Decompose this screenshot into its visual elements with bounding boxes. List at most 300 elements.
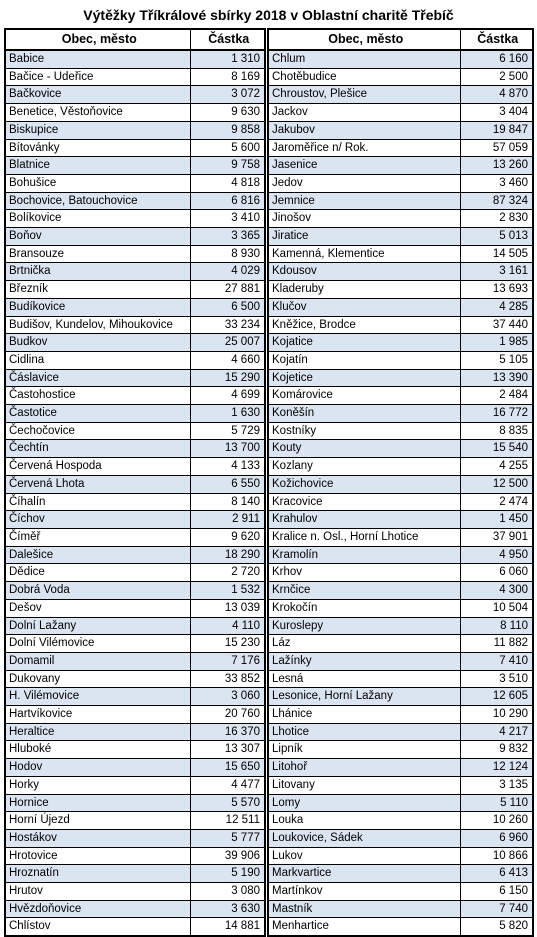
amount-cell: 8 140 <box>190 493 265 511</box>
amount-cell: 13 039 <box>190 599 265 617</box>
table-row <box>268 918 533 936</box>
table-row <box>268 900 533 918</box>
table-row <box>268 759 533 777</box>
place-cell: Dolní Vilémovice <box>5 635 190 653</box>
table-row <box>268 245 533 263</box>
amount-cell: 87 324 <box>460 192 533 210</box>
table-row <box>268 599 533 617</box>
place-cell: Cidlina <box>5 351 190 369</box>
amount-cell: 8 835 <box>460 422 533 440</box>
table-row <box>5 281 265 299</box>
table-row <box>5 422 265 440</box>
place-cell: Bohušice <box>5 174 190 192</box>
column-header-place: Obec, město <box>268 29 460 50</box>
amount-cell: 6 550 <box>190 475 265 493</box>
amount-cell: 3 630 <box>190 900 265 918</box>
place-cell: Krokočín <box>268 599 460 617</box>
amount-cell: 5 110 <box>460 794 533 812</box>
place-cell: Mastník <box>268 900 460 918</box>
amount-cell: 15 230 <box>190 635 265 653</box>
table-row <box>5 458 265 476</box>
amount-cell: 1 532 <box>190 582 265 600</box>
table-row <box>268 316 533 334</box>
table-row <box>268 369 533 387</box>
amount-cell: 15 290 <box>190 369 265 387</box>
amount-cell: 15 650 <box>190 759 265 777</box>
place-cell: Lhotice <box>268 723 460 741</box>
place-cell: Hluboké <box>5 741 190 759</box>
table-row <box>5 670 265 688</box>
amount-cell: 3 135 <box>460 776 533 794</box>
place-cell: Boňov <box>5 228 190 246</box>
table-row <box>5 511 265 529</box>
table-row <box>268 688 533 706</box>
place-cell: Častotice <box>5 405 190 423</box>
table-header-row <box>5 29 265 50</box>
amount-cell: 13 390 <box>460 369 533 387</box>
place-cell: Číměř <box>5 528 190 546</box>
place-cell: Jasenice <box>268 157 460 175</box>
amount-cell: 3 460 <box>460 174 533 192</box>
place-cell: Klučov <box>268 298 460 316</box>
amount-cell: 4 255 <box>460 458 533 476</box>
table-row <box>5 794 265 812</box>
table-row <box>5 883 265 901</box>
table-row <box>5 546 265 564</box>
place-cell: Jiratice <box>268 228 460 246</box>
place-cell: Komárovice <box>268 387 460 405</box>
table-row <box>268 776 533 794</box>
table-body-right <box>268 50 533 936</box>
amount-cell: 16 772 <box>460 405 533 423</box>
place-cell: Kojetice <box>268 369 460 387</box>
table-row <box>268 617 533 635</box>
amount-cell: 1 630 <box>190 405 265 423</box>
table-row <box>5 759 265 777</box>
column-header-amount: Částka <box>460 29 533 50</box>
place-cell: Číchov <box>5 511 190 529</box>
table-row <box>5 599 265 617</box>
table-row <box>268 812 533 830</box>
amount-cell: 13 693 <box>460 281 533 299</box>
place-cell: Kojatice <box>268 334 460 352</box>
place-cell: Kněžice, Brodce <box>268 316 460 334</box>
amount-cell: 7 176 <box>190 652 265 670</box>
amount-cell: 4 950 <box>460 546 533 564</box>
place-cell: Krhov <box>268 564 460 582</box>
amount-cell: 9 758 <box>190 157 265 175</box>
amount-cell: 4 217 <box>460 723 533 741</box>
amount-cell: 5 600 <box>190 139 265 157</box>
place-cell: Jemnice <box>268 192 460 210</box>
amount-cell: 6 060 <box>460 564 533 582</box>
table-row <box>5 847 265 865</box>
amount-cell: 12 605 <box>460 688 533 706</box>
place-cell: Bransouze <box>5 245 190 263</box>
table-row <box>268 865 533 883</box>
table-row <box>268 475 533 493</box>
amount-cell: 5 570 <box>190 794 265 812</box>
amount-cell: 5 777 <box>190 829 265 847</box>
place-cell: Benetice, Věstoňovice <box>5 104 190 122</box>
place-cell: Dolní Lažany <box>5 617 190 635</box>
amount-cell: 9 832 <box>460 741 533 759</box>
table-row <box>268 493 533 511</box>
place-cell: Hroznatín <box>5 865 190 883</box>
table-row <box>5 829 265 847</box>
amount-cell: 7 740 <box>460 900 533 918</box>
amount-cell: 13 260 <box>460 157 533 175</box>
place-cell: Dešov <box>5 599 190 617</box>
place-cell: Babice <box>5 50 190 68</box>
place-cell: Jackov <box>268 104 460 122</box>
table-row <box>268 228 533 246</box>
table-row <box>268 281 533 299</box>
place-cell: Horní Újezd <box>5 812 190 830</box>
amount-cell: 12 511 <box>190 812 265 830</box>
amount-cell: 3 080 <box>190 883 265 901</box>
place-cell: Hornice <box>5 794 190 812</box>
place-cell: Bačice - Udeřice <box>5 68 190 86</box>
amount-cell: 4 029 <box>190 263 265 281</box>
table-row <box>5 440 265 458</box>
place-cell: Hrutov <box>5 883 190 901</box>
table-row <box>5 210 265 228</box>
table-row <box>268 635 533 653</box>
amount-cell: 4 818 <box>190 174 265 192</box>
amount-cell: 5 190 <box>190 865 265 883</box>
table-row <box>268 192 533 210</box>
table-row <box>5 405 265 423</box>
place-cell: Kouty <box>268 440 460 458</box>
table-row <box>5 157 265 175</box>
donations-table-left <box>4 28 266 937</box>
table-row <box>268 741 533 759</box>
place-cell: Jaroměřice n/ Rok. <box>268 139 460 157</box>
amount-cell: 6 150 <box>460 883 533 901</box>
table-row <box>5 228 265 246</box>
amount-cell: 2 500 <box>460 68 533 86</box>
amount-cell: 39 906 <box>190 847 265 865</box>
table-row <box>268 706 533 724</box>
amount-cell: 6 413 <box>460 865 533 883</box>
amount-cell: 9 620 <box>190 528 265 546</box>
table-row <box>268 68 533 86</box>
table-row <box>268 829 533 847</box>
place-cell: Lomy <box>268 794 460 812</box>
place-cell: Budkov <box>5 334 190 352</box>
table-row <box>5 617 265 635</box>
place-cell: Martínkov <box>268 883 460 901</box>
place-cell: Hostákov <box>5 829 190 847</box>
amount-cell: 5 013 <box>460 228 533 246</box>
place-cell: Litohoř <box>268 759 460 777</box>
place-cell: Heraltice <box>5 723 190 741</box>
place-cell: Horky <box>5 776 190 794</box>
amount-cell: 33 852 <box>190 670 265 688</box>
place-cell: Čechtín <box>5 440 190 458</box>
amount-cell: 37 440 <box>460 316 533 334</box>
table-row <box>5 741 265 759</box>
table-row <box>5 104 265 122</box>
table-row <box>5 723 265 741</box>
table-body-left <box>5 50 265 936</box>
place-cell: Louka <box>268 812 460 830</box>
amount-cell: 1 310 <box>190 50 265 68</box>
table-row <box>268 351 533 369</box>
amount-cell: 5 105 <box>460 351 533 369</box>
place-cell: Kojatín <box>268 351 460 369</box>
table-row <box>268 883 533 901</box>
amount-cell: 2 720 <box>190 564 265 582</box>
place-cell: Blatnice <box>5 157 190 175</box>
amount-cell: 57 059 <box>460 139 533 157</box>
table-row <box>268 174 533 192</box>
table-row <box>5 493 265 511</box>
amount-cell: 5 729 <box>190 422 265 440</box>
table-row <box>5 263 265 281</box>
amount-cell: 4 699 <box>190 387 265 405</box>
place-cell: Kožichovice <box>268 475 460 493</box>
place-cell: Menhartice <box>268 918 460 936</box>
table-row <box>268 405 533 423</box>
table-row <box>5 121 265 139</box>
table-row <box>5 918 265 936</box>
amount-cell: 25 007 <box>190 334 265 352</box>
place-cell: Lipník <box>268 741 460 759</box>
amount-cell: 4 133 <box>190 458 265 476</box>
amount-cell: 15 540 <box>460 440 533 458</box>
table-row <box>5 139 265 157</box>
place-cell: Bolíkovice <box>5 210 190 228</box>
table-row <box>5 865 265 883</box>
table-row <box>268 528 533 546</box>
donations-table-right <box>267 28 534 937</box>
table-row <box>268 210 533 228</box>
table-row <box>268 50 533 68</box>
amount-cell: 12 500 <box>460 475 533 493</box>
table-row <box>268 157 533 175</box>
amount-cell: 3 060 <box>190 688 265 706</box>
place-cell: Chlístov <box>5 918 190 936</box>
amount-cell: 4 300 <box>460 582 533 600</box>
place-cell: Kuroslepy <box>268 617 460 635</box>
table-row <box>5 706 265 724</box>
amount-cell: 10 504 <box>460 599 533 617</box>
place-cell: Litovany <box>268 776 460 794</box>
place-cell: Budíkovice <box>5 298 190 316</box>
table-row <box>5 635 265 653</box>
amount-cell: 8 930 <box>190 245 265 263</box>
place-cell: Domamil <box>5 652 190 670</box>
amount-cell: 14 881 <box>190 918 265 936</box>
place-cell: Čáslavice <box>5 369 190 387</box>
place-cell: Chotěbudice <box>268 68 460 86</box>
place-cell: H. Vilémovice <box>5 688 190 706</box>
table-row <box>268 546 533 564</box>
table-row <box>5 812 265 830</box>
amount-cell: 11 882 <box>460 635 533 653</box>
amount-cell: 8 110 <box>460 617 533 635</box>
place-cell: Loukovice, Sádek <box>268 829 460 847</box>
place-cell: Čechočovice <box>5 422 190 440</box>
table-row <box>5 564 265 582</box>
amount-cell: 6 160 <box>460 50 533 68</box>
amount-cell: 4 870 <box>460 86 533 104</box>
place-cell: Lesná <box>268 670 460 688</box>
place-cell: Kracovice <box>268 493 460 511</box>
amount-cell: 2 474 <box>460 493 533 511</box>
place-cell: Lukov <box>268 847 460 865</box>
place-cell: Březník <box>5 281 190 299</box>
table-row <box>5 68 265 86</box>
amount-cell: 12 124 <box>460 759 533 777</box>
amount-cell: 4 285 <box>460 298 533 316</box>
place-cell: Krahulov <box>268 511 460 529</box>
amount-cell: 18 290 <box>190 546 265 564</box>
table-row <box>268 422 533 440</box>
place-cell: Biskupice <box>5 121 190 139</box>
table-row <box>268 723 533 741</box>
place-cell: Markvartice <box>268 865 460 883</box>
table-row <box>5 298 265 316</box>
amount-cell: 3 072 <box>190 86 265 104</box>
amount-cell: 9 858 <box>190 121 265 139</box>
table-row <box>268 334 533 352</box>
place-cell: Jakubov <box>268 121 460 139</box>
place-cell: Krnčice <box>268 582 460 600</box>
place-cell: Dalešice <box>5 546 190 564</box>
place-cell: Bochovice, Batouchovice <box>5 192 190 210</box>
table-row <box>268 387 533 405</box>
table-row <box>268 86 533 104</box>
place-cell: Chlum <box>268 50 460 68</box>
table-row <box>268 511 533 529</box>
amount-cell: 6 816 <box>190 192 265 210</box>
column-header-place: Obec, město <box>5 29 190 50</box>
table-row <box>268 564 533 582</box>
amount-cell: 7 410 <box>460 652 533 670</box>
amount-cell: 3 510 <box>460 670 533 688</box>
table-row <box>5 351 265 369</box>
place-cell: Častohostice <box>5 387 190 405</box>
table-row <box>268 121 533 139</box>
amount-cell: 20 760 <box>190 706 265 724</box>
amount-cell: 33 234 <box>190 316 265 334</box>
place-cell: Dědice <box>5 564 190 582</box>
table-row <box>268 440 533 458</box>
amount-cell: 13 307 <box>190 741 265 759</box>
amount-cell: 14 505 <box>460 245 533 263</box>
place-cell: Hrotovice <box>5 847 190 865</box>
table-row <box>5 192 265 210</box>
table-row <box>268 847 533 865</box>
place-cell: Dukovany <box>5 670 190 688</box>
amount-cell: 3 410 <box>190 210 265 228</box>
table-row <box>5 50 265 68</box>
table-row <box>268 794 533 812</box>
place-cell: Hartvíkovice <box>5 706 190 724</box>
place-cell: Láz <box>268 635 460 653</box>
amount-cell: 2 484 <box>460 387 533 405</box>
table-row <box>5 369 265 387</box>
place-cell: Červená Hospoda <box>5 458 190 476</box>
amount-cell: 2 830 <box>460 210 533 228</box>
table-row <box>5 528 265 546</box>
amount-cell: 4 477 <box>190 776 265 794</box>
place-cell: Budišov, Kundelov, Mihoukovice <box>5 316 190 334</box>
amount-cell: 8 169 <box>190 68 265 86</box>
table-row <box>268 582 533 600</box>
amount-cell: 4 660 <box>190 351 265 369</box>
column-header-amount: Částka <box>190 29 265 50</box>
place-cell: Kralice n. Osl., Horní Lhotice <box>268 528 460 546</box>
place-cell: Kladeruby <box>268 281 460 299</box>
amount-cell: 13 700 <box>190 440 265 458</box>
place-cell: Lesonice, Horní Lažany <box>268 688 460 706</box>
place-cell: Hodov <box>5 759 190 777</box>
table-row <box>5 776 265 794</box>
place-cell: Kozlany <box>268 458 460 476</box>
table-row <box>268 652 533 670</box>
amount-cell: 6 500 <box>190 298 265 316</box>
table-row <box>5 582 265 600</box>
amount-cell: 37 901 <box>460 528 533 546</box>
place-cell: Číhalín <box>5 493 190 511</box>
table-row <box>5 334 265 352</box>
amount-cell: 2 911 <box>190 511 265 529</box>
place-cell: Kramolín <box>268 546 460 564</box>
table-row <box>268 298 533 316</box>
table-row <box>5 900 265 918</box>
table-row <box>268 458 533 476</box>
amount-cell: 9 630 <box>190 104 265 122</box>
table-row <box>5 174 265 192</box>
amount-cell: 3 404 <box>460 104 533 122</box>
table-row <box>5 316 265 334</box>
amount-cell: 3 365 <box>190 228 265 246</box>
place-cell: Lažínky <box>268 652 460 670</box>
amount-cell: 10 866 <box>460 847 533 865</box>
place-cell: Brtnička <box>5 263 190 281</box>
table-row <box>268 263 533 281</box>
amount-cell: 5 820 <box>460 918 533 936</box>
place-cell: Jinošov <box>268 210 460 228</box>
place-cell: Kdousov <box>268 263 460 281</box>
page-title: Výtěžky Tříkrálové sbírky 2018 v Oblastní charitě Třebíč <box>83 7 454 23</box>
place-cell: Hvězdoňovice <box>5 900 190 918</box>
amount-cell: 16 370 <box>190 723 265 741</box>
table-row <box>5 387 265 405</box>
table-row <box>5 475 265 493</box>
place-cell: Bítovánky <box>5 139 190 157</box>
table-row <box>268 139 533 157</box>
amount-cell: 10 290 <box>460 706 533 724</box>
table-row <box>268 670 533 688</box>
amount-cell: 3 161 <box>460 263 533 281</box>
place-cell: Jedov <box>268 174 460 192</box>
table-header-row <box>268 29 533 50</box>
amount-cell: 1 985 <box>460 334 533 352</box>
place-cell: Chroustov, Plešice <box>268 86 460 104</box>
place-cell: Lhánice <box>268 706 460 724</box>
table-row <box>268 104 533 122</box>
amount-cell: 4 110 <box>190 617 265 635</box>
table-row <box>5 652 265 670</box>
table-row <box>5 245 265 263</box>
place-cell: Koněšín <box>268 405 460 423</box>
amount-cell: 6 960 <box>460 829 533 847</box>
